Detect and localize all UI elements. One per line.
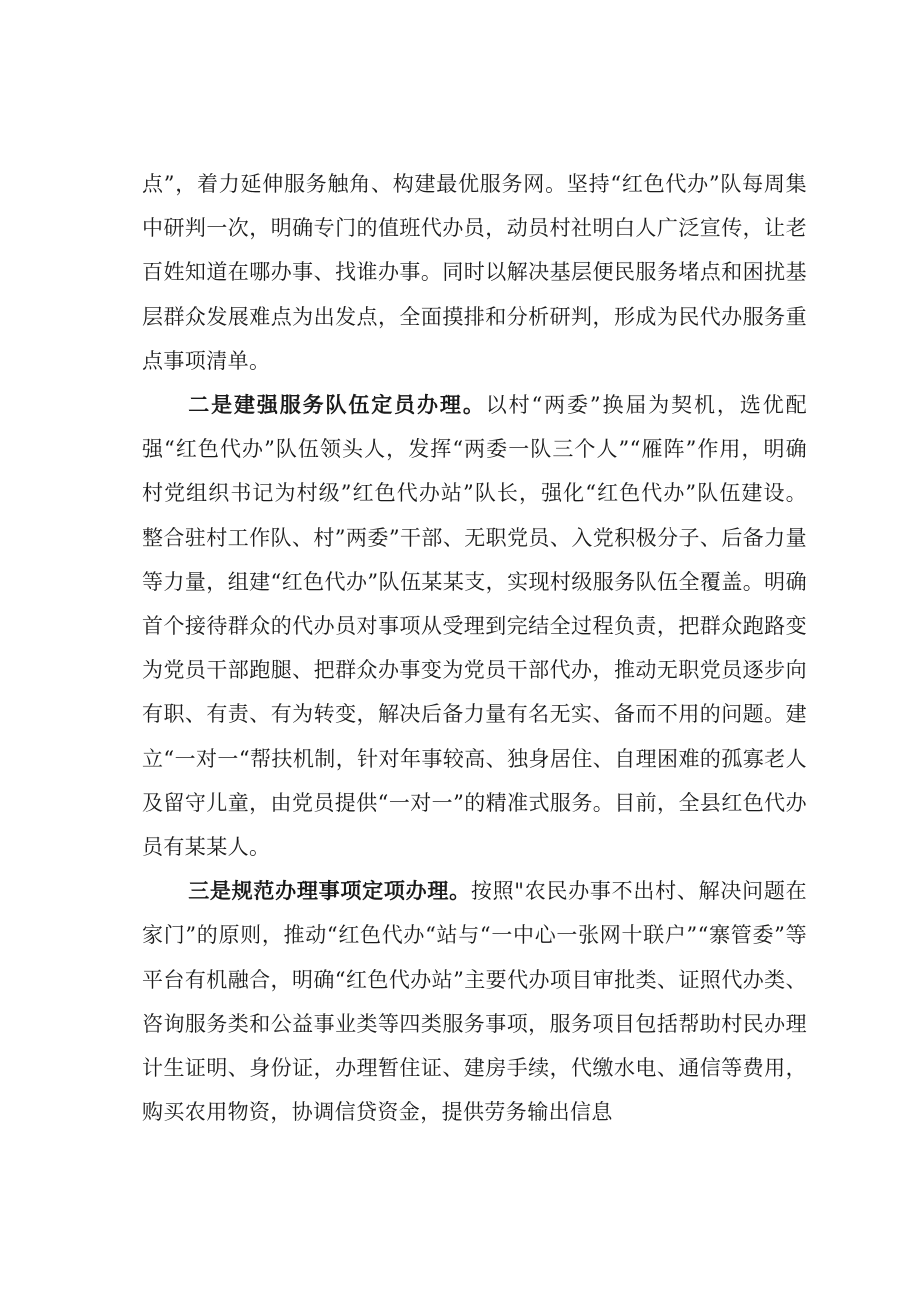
paragraph-1 [142,162,807,383]
paragraph-3 [142,869,807,1134]
paragraph-2 [142,383,807,869]
paragraph-1-text: 点”，着力延伸服务触角、构建最优服务网。坚持“红色代办”队每周集中研判一次，明确专门的值班代办员，动员村社明白人广泛宣传，让老百姓知道在哪办事、找谁办事。同时以解决基层便民服务堵点和困扰基层群众发展难点为出发点，全面摸排和分析研判，形成为民代办服务重点事项清单。 [142,172,807,373]
paragraph-2-lead: 二是建强服务队伍定员办理。 [188,392,486,418]
paragraph-3-text: 按照"农民办事不出村、解决问题在家门”的原则，推动“红色代办“站与“一中心一张网十联户”“寨管委”等平台有机融合，明确“红色代办站”主要代办项目审批类、证照代办类、咨询服务类和公益事业类等四类服务事项，服务项目包括帮助村民办理计生证明、身份证，办理暂住证、建房手续，代缴水电、通信等费用，购买农用物资，协调信贷资金，提供劳务输出信息 [142,879,808,1125]
paragraph-3-lead: 三是规范办理事项定项办理。 [188,878,471,904]
document-body [142,162,807,1134]
paragraph-2-text: 以村“两委”换届为契机，选优配强“红色代办”队伍领头人，发挥“两委一队三个人”“雁阵”作用，明确村党组织书记为村级”红色代办站”队长，强化“红色代办”队伍建设。整合驻村工作队、村”两委”干部、无职党员、入党积极分子、后备力量等力量，组建“红色代办”队伍某某支，实现村级服务队伍全覆盖。明确首个接待群众的代办员对事项从受理到完结全过程负责，把群众跑路变为党员干部跑腿、把群众办事变为党员干部代办，推动无职党员逐步向有职、有责、有为转变，解决后备力量有名无实、备而不用的问题。建立“一对一“帮扶机制，针对年事较高、独身居住、自理困难的孤寡老人及留守儿童，由党员提供“一对一”的精准式服务。目前，全县红色代办员有某某人。 [142,393,807,860]
